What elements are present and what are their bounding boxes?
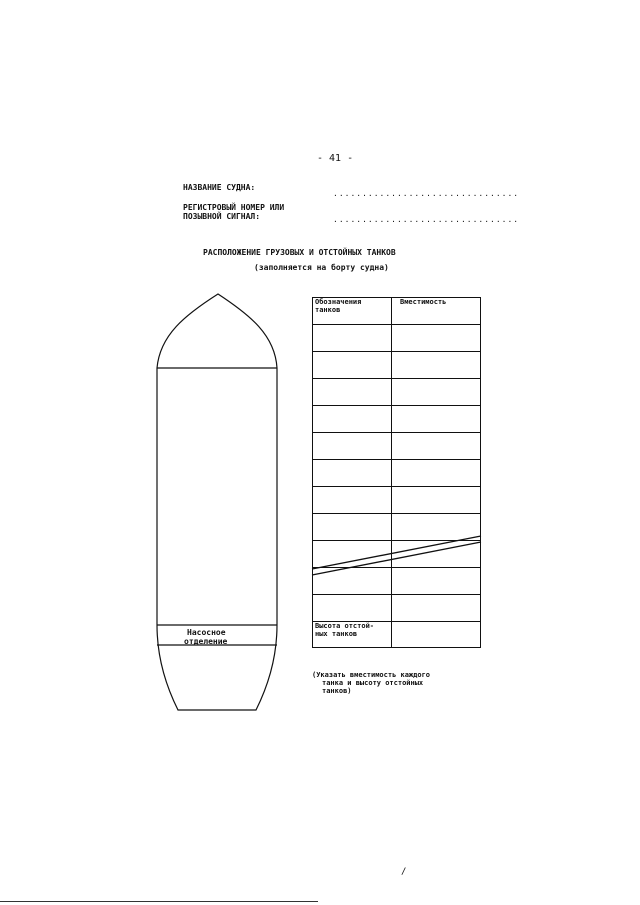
note-line3: танков)	[322, 687, 352, 695]
ship-name-field[interactable]: ................................	[333, 189, 520, 198]
registry-label-line1: РЕГИСТРОВЫЙ НОМЕР ИЛИ	[183, 203, 285, 212]
footer-rule	[0, 901, 318, 902]
footer-col1-line2: ных танков	[315, 630, 358, 638]
pump-room-label-line1: Насосное	[187, 628, 226, 637]
page-number: - 41 -	[317, 153, 354, 164]
footer-col1-line1: Высота отстой-	[315, 622, 375, 630]
footnote-mark: /	[401, 867, 407, 877]
capacity-note	[312, 671, 430, 695]
header-col2: Вместимость	[400, 298, 447, 306]
pump-room-label-line2: отделение	[184, 637, 228, 646]
note-line2: танка и высоту отстойных	[322, 679, 424, 687]
registry-number-field[interactable]: ................................	[333, 215, 520, 224]
ship-name-label: НАЗВАНИЕ СУДНА:	[183, 183, 256, 192]
document-title: РАСПОЛОЖЕНИЕ ГРУЗОВЫХ И ОТСТОЙНЫХ ТАНКОВ	[203, 248, 396, 257]
header-col1-line1: Обозначения	[315, 298, 362, 306]
registry-label-line2: ПОЗЫВНОЙ СИГНАЛ:	[183, 212, 261, 221]
document-subtitle: (заполняется на борту судна)	[254, 263, 389, 272]
header-col1-line2: танков	[315, 306, 341, 314]
note-line1: (Указать вместимость каждого	[312, 671, 431, 679]
